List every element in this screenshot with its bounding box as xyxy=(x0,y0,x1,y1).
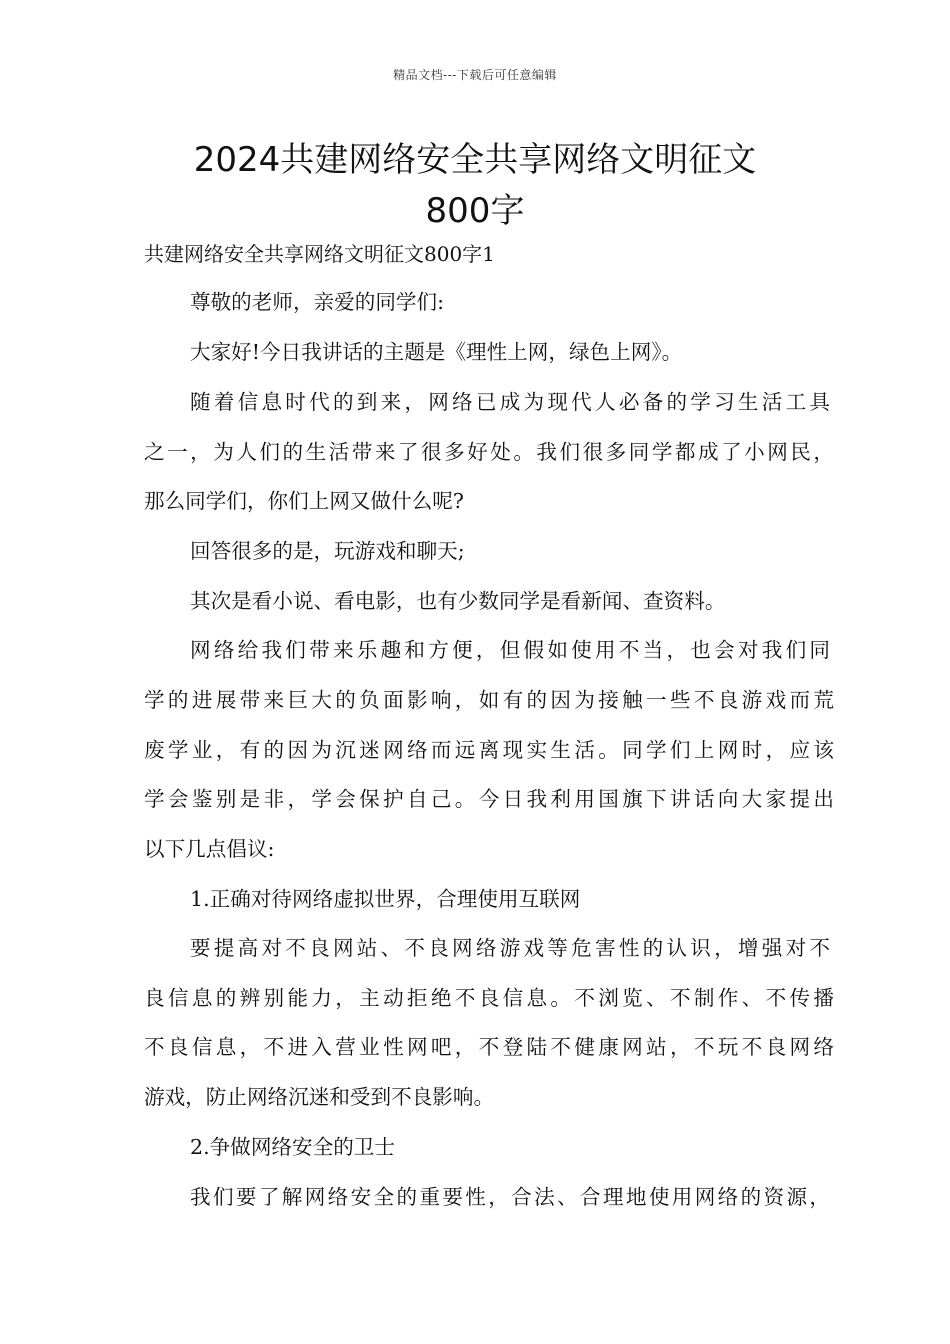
paragraph-line: 随着信息时代的到来，网络已成为现代人必备的学习生活工具 xyxy=(190,390,830,414)
section-heading: 共建网络安全共享网络文明征文800字1 xyxy=(144,242,495,266)
paragraph-line: 良信息的辨别能力，主动拒绝不良信息。不浏览、不制作、不传播 xyxy=(144,986,834,1010)
paragraph-line: 学的进展带来巨大的负面影响，如有的因为接触一些不良游戏而荒 xyxy=(144,688,834,712)
paragraph-line: 以下几点倡议: xyxy=(144,837,275,861)
paragraph-line: 我们要了解网络安全的重要性，合法、合理地使用网络的资源， xyxy=(190,1185,830,1209)
list-item-heading: 2.争做网络安全的卫士 xyxy=(190,1135,395,1159)
paragraph-line: 网络给我们带来乐趣和方便，但假如使用不当，也会对我们同 xyxy=(190,638,830,662)
paragraph-line: 不良信息，不进入营业性网吧，不登陆不健康网站，不玩不良网络 xyxy=(144,1035,834,1059)
paragraph-line: 其次是看小说、看电影，也有少数同学是看新闻、查资料。 xyxy=(190,589,726,613)
paragraph-line: 要提高对不良网站、不良网络游戏等危害性的认识，增强对不 xyxy=(190,936,830,960)
page-header: 精品文档---下载后可任意编辑 xyxy=(393,68,557,82)
paragraph-line: 之一，为人们的生活带来了很多好处。我们很多同学都成了小网民， xyxy=(144,440,834,464)
paragraph-line: 废学业，有的因为沉迷网络而远离现实生活。同学们上网时，应该 xyxy=(144,738,834,762)
paragraph-line: 那么同学们，你们上网又做什么呢? xyxy=(144,489,464,513)
salutation: 尊敬的老师，亲爱的同学们: xyxy=(190,290,445,314)
document-title-line-2: 800字 xyxy=(425,191,525,231)
paragraph-line: 学会鉴别是非，学会保护自己。今日我利用国旗下讲话向大家提出 xyxy=(144,787,834,811)
paragraph-line: 回答很多的是，玩游戏和聊天; xyxy=(190,539,465,563)
paragraph-line: 大家好!今日我讲话的主题是《理性上网，绿色上网》。 xyxy=(190,340,683,364)
document-title-line-1: 2024共建网络安全共享网络文明征文 xyxy=(193,140,757,180)
list-item-heading: 1.正确对待网络虚拟世界，合理使用互联网 xyxy=(190,887,581,911)
paragraph-line: 游戏，防止网络沉迷和受到不良影响。 xyxy=(144,1085,495,1109)
